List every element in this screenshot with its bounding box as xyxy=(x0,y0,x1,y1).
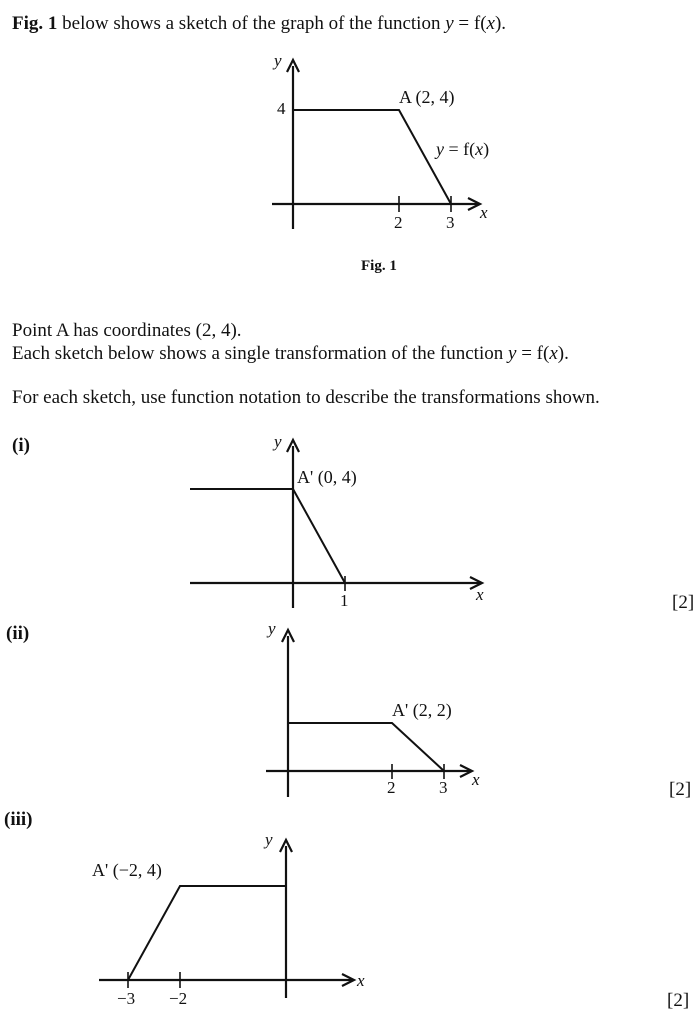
part-ii-x-tick-label-2: 2 xyxy=(387,778,396,797)
part-i-label: (i) xyxy=(12,435,30,456)
part-iii-label: (iii) xyxy=(4,809,33,830)
part-iii-x-tick-label-neg2: −2 xyxy=(169,989,188,1008)
fig1-x-label: x xyxy=(480,203,488,222)
part-iii-point-label: A' (−2, 4) xyxy=(92,860,162,880)
intro-text: below shows a sketch of the graph of the function xyxy=(57,13,446,34)
part-iii-x-label: x xyxy=(357,971,365,990)
fig1-caption: Fig. 1 xyxy=(361,258,397,274)
fig1-x-tick-label-3: 3 xyxy=(446,213,455,232)
body-line-1: Point A has coordinates (2, 4). xyxy=(12,320,242,341)
intro-func-y: y xyxy=(445,13,454,34)
part-i-marks: [2] xyxy=(672,592,695,613)
part-ii-x-tick-label-3: 3 xyxy=(439,778,448,797)
fig1-y-label: y xyxy=(274,51,282,70)
part-ii-point-label: A' (2, 2) xyxy=(392,700,452,720)
body-line-3: For each sketch, use function notation to describe the transformations shown. xyxy=(12,387,600,408)
part-iii-marks: [2] xyxy=(667,990,690,1011)
part-iii-curve xyxy=(128,886,286,980)
part-i-x-tick-label: 1 xyxy=(340,591,349,610)
fig1-x-tick-label-2: 2 xyxy=(394,213,403,232)
intro-func-mid: = f( xyxy=(453,13,487,34)
body-line-2: Each sketch below shows a single transformation of the function y = f(x). xyxy=(12,343,569,364)
part-ii-marks: [2] xyxy=(669,779,692,800)
part-ii-y-label: y xyxy=(268,619,276,638)
fig-reference: Fig. 1 xyxy=(12,13,58,34)
part-ii-x-label: x xyxy=(472,770,480,789)
intro-func-x: x xyxy=(486,13,495,34)
part-iii-y-label: y xyxy=(265,830,273,849)
part-i-x-label: x xyxy=(476,585,484,604)
fig1-curve-label: y = f(x) xyxy=(436,139,490,159)
part-i-point-label: A' (0, 4) xyxy=(297,467,357,487)
part-i-y-label: y xyxy=(274,432,282,451)
fig1-point-label: A (2, 4) xyxy=(399,87,455,107)
intro-func-end: ). xyxy=(494,13,507,34)
part-ii-label: (ii) xyxy=(6,623,30,644)
fig1-y-tick-label: 4 xyxy=(277,99,286,118)
part-iii-x-tick-label-neg3: −3 xyxy=(117,989,136,1008)
